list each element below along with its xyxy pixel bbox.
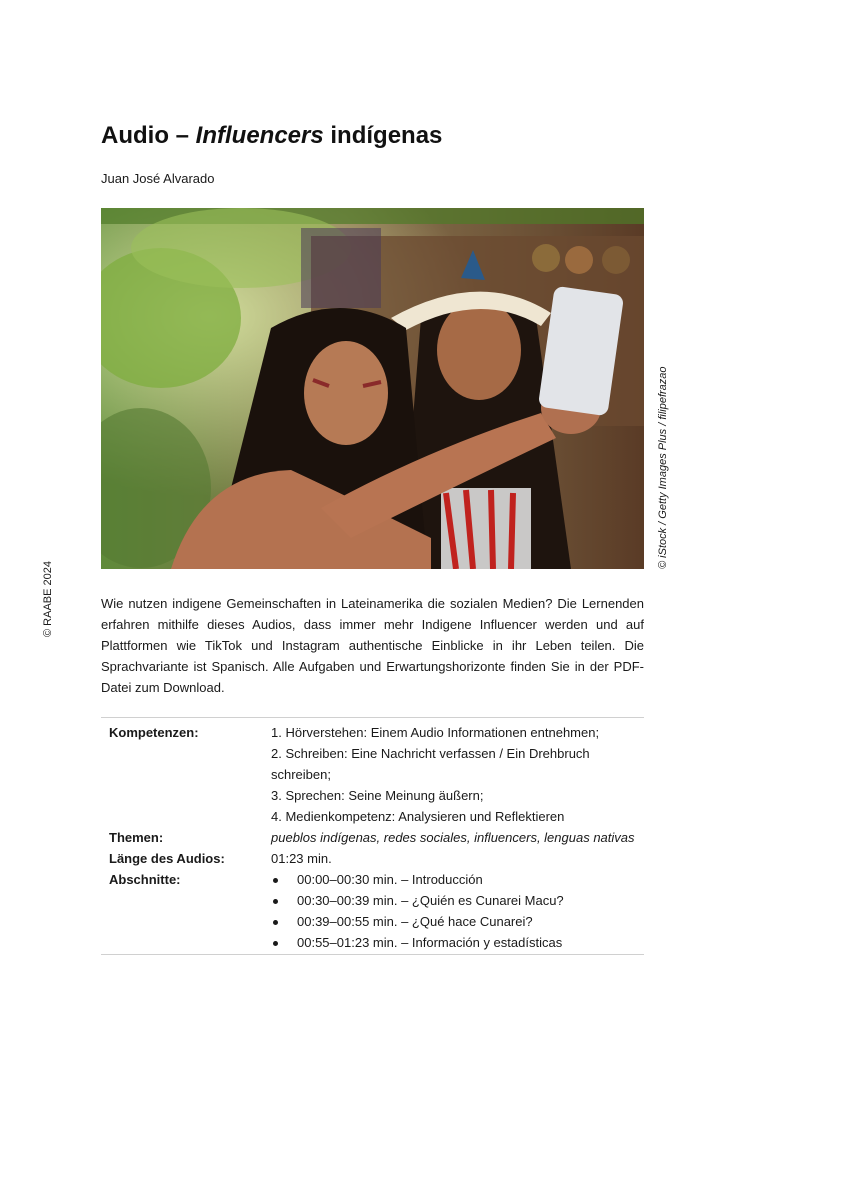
facts-row-themen — [101, 827, 644, 848]
abschnitte-list — [271, 869, 644, 953]
page-title — [101, 122, 442, 150]
abschnitt-item: 00:39–00:55 min. – ¿Qué hace Cunarei? — [271, 911, 644, 932]
kompetenzen-list — [271, 718, 644, 828]
facts-row-kompetenzen — [101, 718, 644, 828]
kompetenz-item: 4. Medienkompetenz: Analysieren und Reflektieren — [271, 809, 565, 824]
copyright-notice: © RAABE 2024 — [42, 561, 54, 637]
kompetenzen-label: Kompetenzen: — [109, 725, 199, 740]
facts-table — [101, 717, 644, 955]
laenge-value: 01:23 min. — [271, 851, 332, 866]
title-suffix: indígenas — [323, 122, 443, 149]
author: Juan José Alvarado — [101, 171, 215, 186]
title-prefix: Audio – — [101, 122, 196, 149]
facts-row-abschnitte — [101, 869, 644, 955]
themen-value: pueblos indígenas, redes sociales, influencers, lenguas nativas — [271, 830, 635, 845]
kompetenz-item: 2. Schreiben: Eine Nachricht verfassen / Ein Drehbruch schreiben; — [271, 746, 590, 782]
facts-row-laenge — [101, 848, 644, 869]
abschnitt-item: 00:30–00:39 min. – ¿Quién es Cunarei Macu? — [271, 890, 644, 911]
intro-paragraph: Wie nutzen indigene Gemeinschaften in Lateinamerika die sozialen Medien? Die Lernenden erfahren mithilfe dieses Audios, dass immer mehr Indigene Influencer werden und auf Plattformen wie TikTok und Instagram authentische Einblicke in ihr Leben teilen. Die Sprachvariante ist Spanisch. Alle Aufgaben und Erwartungshorizonte finden Sie in der PDF-Datei zum Download. — [101, 596, 644, 695]
abschnitt-item: 00:00–00:30 min. – Introducción — [271, 869, 644, 890]
header-photo — [101, 208, 644, 569]
abschnitt-item: 00:55–01:23 min. – Información y estadísticas — [271, 932, 644, 953]
photo-credit: © iStock / Getty Images Plus / filipefrazao — [657, 366, 669, 569]
kompetenz-item: 3. Sprechen: Seine Meinung äußern; — [271, 788, 484, 803]
title-emphasis: Influencers — [195, 122, 324, 149]
abschnitte-label: Abschnitte: — [109, 872, 181, 887]
laenge-label: Länge des Audios: — [109, 851, 225, 866]
abschnitte-cell — [271, 869, 644, 955]
kompetenz-item: 1. Hörverstehen: Einem Audio Informationen entnehmen; — [271, 725, 600, 740]
themen-label: Themen: — [109, 830, 164, 845]
